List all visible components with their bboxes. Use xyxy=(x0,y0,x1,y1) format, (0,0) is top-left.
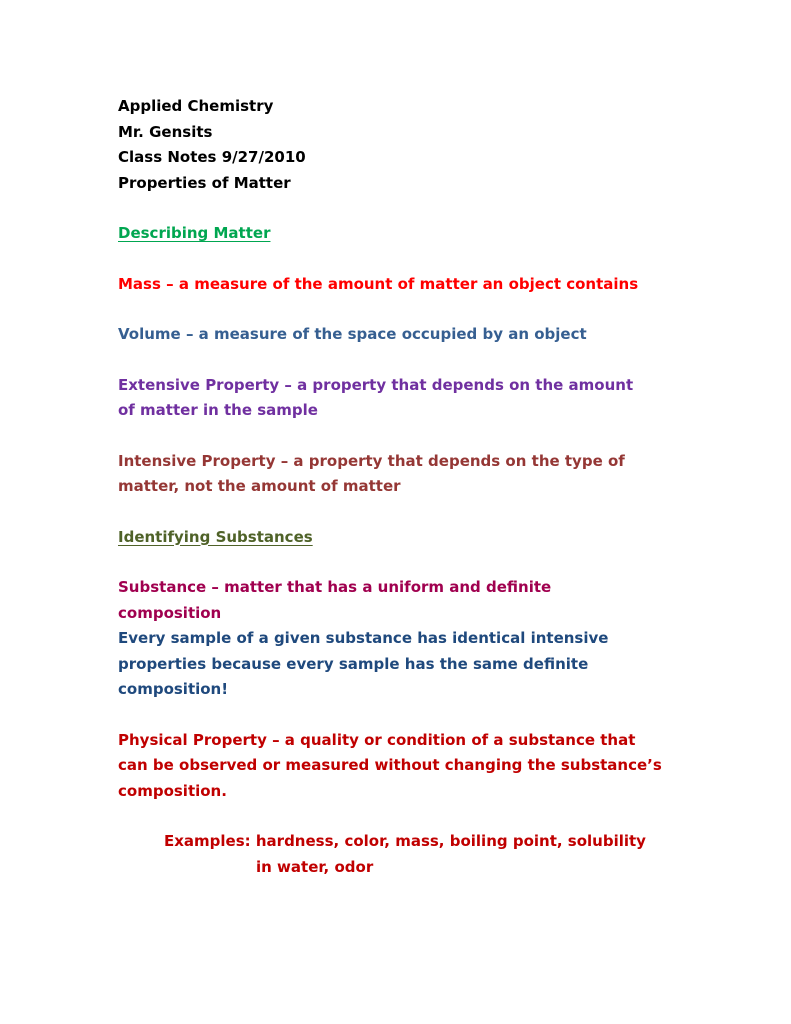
every-sample-line-1: Every sample of a given substance has identical intensive xyxy=(118,629,609,647)
every-sample-note xyxy=(118,626,718,703)
examples-list xyxy=(118,829,718,880)
notes-topic: Properties of Matter xyxy=(118,173,291,192)
class-notes-page xyxy=(118,94,718,880)
definition-substance-line-2: composition xyxy=(118,603,222,622)
every-sample-line-2: properties because every sample has the same definite xyxy=(118,654,589,673)
definition-volume: Volume – a measure of the space occupied by an object xyxy=(118,325,587,343)
definition-intensive-line-2: matter, not the amount of matter xyxy=(118,477,401,495)
definition-mass: Mass – a measure of the amount of matter an object contains xyxy=(118,274,639,293)
teacher-name: Mr. Gensits xyxy=(118,122,213,141)
definition-intensive-line-1: Intensive Property – a property that depends on the type of xyxy=(118,451,625,470)
definition-physical-property xyxy=(118,728,718,805)
notes-header xyxy=(118,94,718,196)
definition-physical-line-3: composition. xyxy=(118,781,227,800)
examples-line-2: in water, odor xyxy=(256,857,374,876)
definition-extensive-property xyxy=(118,373,718,424)
section-describing-matter: Describing Matter xyxy=(118,224,271,242)
every-sample-line-3: composition! xyxy=(118,680,229,698)
definition-substance-line-1: Substance – matter that has a uniform and definite xyxy=(118,578,552,596)
notes-date: Class Notes 9/27/2010 xyxy=(118,148,306,166)
definition-extensive-line-1: Extensive Property – a property that depends on the amount xyxy=(118,375,634,394)
definition-substance xyxy=(118,575,718,626)
section-identifying-substances: Identifying Substances xyxy=(118,527,313,546)
definition-physical-line-2: can be observed or measured without changing the substance’s xyxy=(118,756,662,774)
definition-intensive-property xyxy=(118,449,718,500)
course-title: Applied Chemistry xyxy=(118,97,274,115)
definition-extensive-line-2: of matter in the sample xyxy=(118,401,318,419)
definition-physical-line-1: Physical Property – a quality or condition of a substance that xyxy=(118,730,636,749)
examples-line-1: Examples: hardness, color, mass, boiling point, solubility xyxy=(164,832,646,850)
